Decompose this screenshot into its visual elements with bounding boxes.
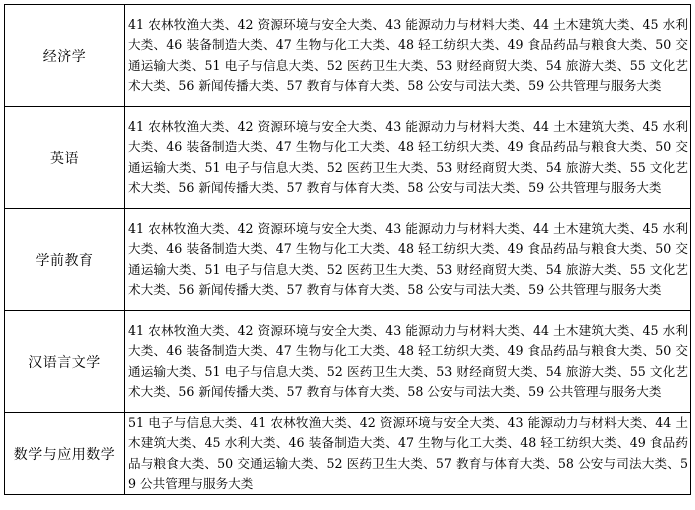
categories-cell: 41 农林牧渔大类、42 资源环境与安全大类、43 能源动力与材料大类、44 土木建筑大类、45 水利大类、46 装备制造大类、47 生物与化工大类、48 轻工纺织大类、49 食品药品与粮食大类、50 交通运输大类、51 电子与信息大类、52 医药卫生大类、53 财经商贸大类、54 旅游大类、55 文化艺术大类、56 新闻传播大类、57 教育与体育大类、58 公安与司法大类、59 公共管理与服务大类 [125,209,691,311]
table-row [5,209,691,311]
table-row [5,107,691,209]
major-name-cell: 经济学 [5,5,125,107]
major-name-cell: 数学与应用数学 [5,413,125,495]
categories-cell: 41 农林牧渔大类、42 资源环境与安全大类、43 能源动力与材料大类、44 土木建筑大类、45 水利大类、46 装备制造大类、47 生物与化工大类、48 轻工纺织大类、49 食品药品与粮食大类、50 交通运输大类、51 电子与信息大类、52 医药卫生大类、53 财经商贸大类、54 旅游大类、55 文化艺术大类、56 新闻传播大类、57 教育与体育大类、58 公安与司法大类、59 公共管理与服务大类 [125,107,691,209]
major-name-cell: 英语 [5,107,125,209]
table-row [5,311,691,413]
categories-cell: 41 农林牧渔大类、42 资源环境与安全大类、43 能源动力与材料大类、44 土木建筑大类、45 水利大类、46 装备制造大类、47 生物与化工大类、48 轻工纺织大类、49 食品药品与粮食大类、50 交通运输大类、51 电子与信息大类、52 医药卫生大类、53 财经商贸大类、54 旅游大类、55 文化艺术大类、56 新闻传播大类、57 教育与体育大类、58 公安与司法大类、59 公共管理与服务大类 [125,5,691,107]
major-category-table [4,4,691,495]
major-name-cell: 汉语言文学 [5,311,125,413]
table-row [5,413,691,495]
table-row [5,5,691,107]
major-name-cell: 学前教育 [5,209,125,311]
categories-cell: 51 电子与信息大类、41 农林牧渔大类、42 资源环境与安全大类、43 能源动力与材料大类、44 土木建筑大类、45 水利大类、46 装备制造大类、47 生物与化工大类、48 轻工纺织大类、49 食品药品与粮食大类、50 交通运输大类、52 医药卫生大类、57 教育与体育大类、58 公安与司法大类、59 公共管理与服务大类 [125,413,691,495]
categories-cell: 41 农林牧渔大类、42 资源环境与安全大类、43 能源动力与材料大类、44 土木建筑大类、45 水利大类、46 装备制造大类、47 生物与化工大类、48 轻工纺织大类、49 食品药品与粮食大类、50 交通运输大类、51 电子与信息大类、52 医药卫生大类、53 财经商贸大类、54 旅游大类、55 文化艺术大类、56 新闻传播大类、57 教育与体育大类、58 公安与司法大类、59 公共管理与服务大类 [125,311,691,413]
